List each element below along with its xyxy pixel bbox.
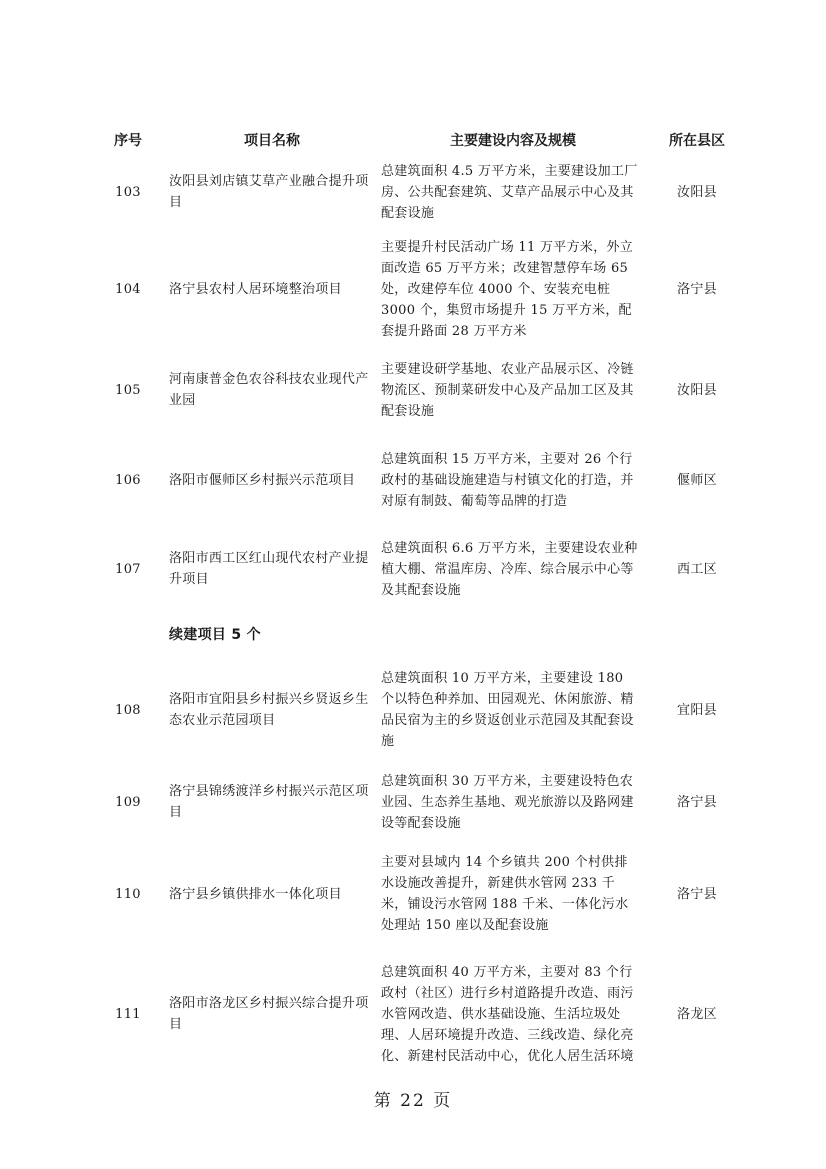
row-number: 104 [115, 281, 141, 297]
row-county: 洛宁县 [677, 794, 717, 810]
header-content: 主要建设内容及规模 [450, 133, 576, 149]
row-county: 洛宁县 [677, 281, 717, 297]
row-content: 总建筑面积 10 万平方米，主要建设 180 个以特色种养加、田园观光、休闲旅游、精品民宿为主的乡贤返创业示范园及其配套设施 [381, 671, 634, 749]
table-row [93, 348, 749, 432]
table-row [93, 154, 749, 230]
row-project-name: 洛阳市宜阳县乡村振兴乡贤返乡生态农业示范园项目 [169, 692, 369, 728]
projects-table [93, 126, 749, 1084]
table-row [93, 760, 749, 844]
row-content: 主要建设研学基地、农业产品展示区、冷链物流区、预制菜研发中心及产品加工区及其配套设施 [381, 361, 634, 419]
row-content: 总建筑面积 6.6 万平方米，主要建设农业种植大棚、常温库房、冷库、综合展示中心等及其配套设施 [381, 540, 638, 598]
row-county: 洛龙区 [677, 1006, 717, 1022]
row-content: 总建筑面积 4.5 万平方米，主要建设加工厂房、公共配套建筑、艾草产品展示中心及其配套设施 [381, 163, 638, 221]
section-label: 续建项目 5 个 [169, 626, 261, 643]
row-number: 110 [115, 886, 141, 902]
section-spacer [93, 610, 163, 660]
section-header-row [93, 610, 749, 660]
row-project-name: 汝阳县刘店镇艾草产业融合提升项目 [169, 174, 369, 210]
row-project-name: 洛阳市偃师区乡村振兴示范项目 [169, 472, 356, 488]
row-content: 总建筑面积 40 万平方米，主要对 83 个行政村（社区）进行乡村道路提升改造、雨污水管网改造、供水基础设施、生活垃圾处理、人居环境提升改造、三线改造、绿化亮化、新建村民活动中心，优化人居生活环境 [381, 964, 634, 1064]
header-county: 所在县区 [669, 133, 725, 149]
table-row [93, 230, 749, 348]
table-row [93, 528, 749, 610]
row-number: 109 [115, 794, 141, 810]
row-county: 宜阳县 [677, 702, 717, 718]
row-content: 总建筑面积 30 万平方米，主要建设特色农业园、生态养生基地、观光旅游以及路网建设等配套设施 [381, 773, 634, 831]
row-number: 106 [115, 472, 141, 488]
row-content: 主要提升村民活动广场 11 万平方米，外立面改造 65 万平方米；改建智慧停车场 65 处，改建停车位 4000 个、安装充电桩 3000 个，集贸市场提升 15 万平方米，配套提升路面 28 万平方米 [381, 239, 634, 339]
row-county: 汝阳县 [677, 382, 717, 398]
row-county: 洛宁县 [677, 886, 717, 902]
row-project-name: 洛宁县乡镇供排水一体化项目 [169, 886, 342, 902]
table-row [93, 944, 749, 1084]
row-number: 103 [115, 184, 141, 200]
page-number: 第 22 页 [373, 1091, 453, 1111]
row-project-name: 洛阳市洛龙区乡村振兴综合提升项目 [169, 996, 369, 1032]
table-row [93, 660, 749, 760]
row-number: 107 [115, 561, 141, 577]
row-content: 主要对县域内 14 个乡镇共 200 个村供排水设施改善提升，新建供水管网 233 千米，铺设污水管网 188 千米、一体化污水处理站 150 座以及配套设施 [381, 855, 629, 933]
table-header-row [93, 126, 749, 154]
header-name: 项目名称 [244, 133, 300, 149]
header-number: 序号 [114, 133, 142, 149]
row-county: 偃师区 [677, 472, 717, 488]
row-project-name: 洛阳市西工区红山现代农村产业提升项目 [169, 551, 369, 587]
table-row [93, 432, 749, 528]
table-row [93, 844, 749, 944]
row-number: 108 [115, 702, 141, 718]
row-project-name: 河南康普金色农谷科技农业现代产业园 [169, 372, 369, 408]
row-number: 111 [115, 1006, 141, 1022]
row-content: 总建筑面积 15 万平方米，主要对 26 个行政村的基础设施建造与村镇文化的打造，并对原有制鼓、葡萄等品牌的打造 [381, 451, 634, 509]
row-project-name: 洛宁县农村人居环境整治项目 [169, 281, 342, 297]
row-number: 105 [115, 382, 141, 398]
row-county: 汝阳县 [677, 184, 717, 200]
row-county: 西工区 [677, 561, 717, 577]
row-project-name: 洛宁县锦绣渡洋乡村振兴示范区项目 [169, 784, 369, 820]
